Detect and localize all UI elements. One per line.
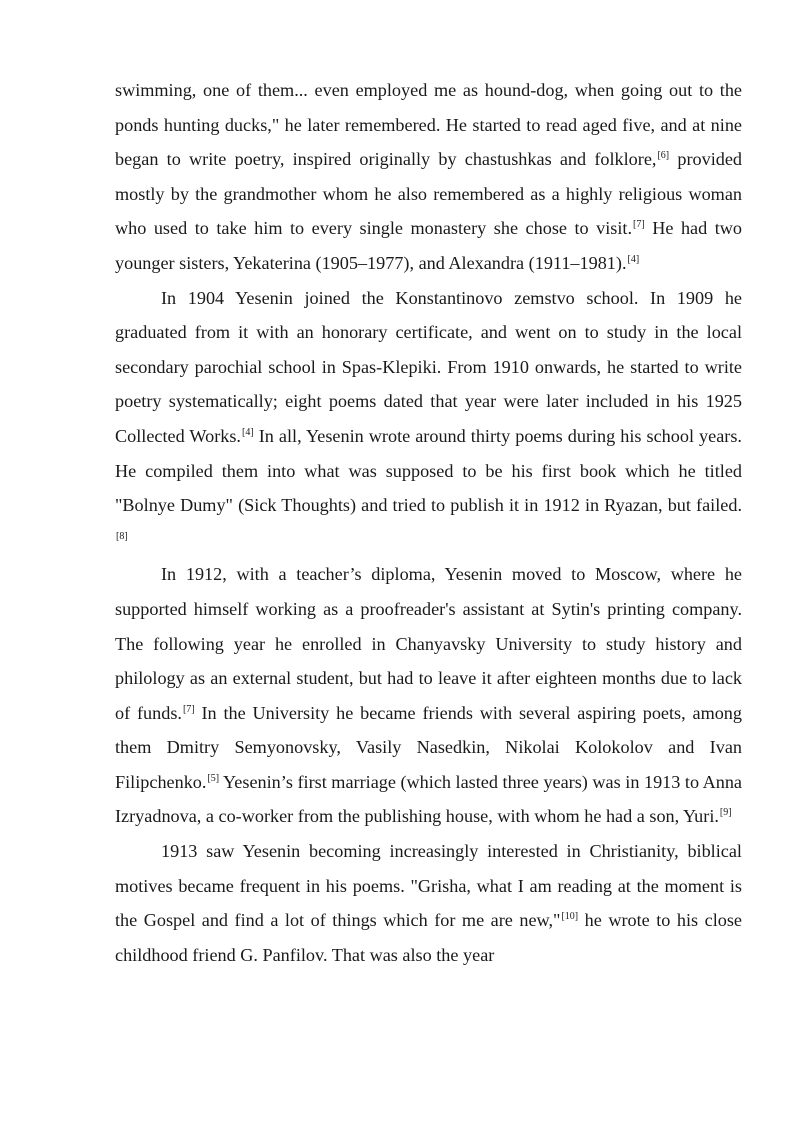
- text-span: he wrote to his close childhood friend G. Panfilov. That was also the year: [115, 910, 742, 965]
- footnote-ref[interactable]: [4]: [627, 253, 640, 265]
- footnote-ref[interactable]: [4]: [241, 426, 254, 438]
- footnote-ref[interactable]: [6]: [657, 150, 670, 162]
- text-span: provided mostly by the grandmother whom he also remembered as a highly religious woman who used to take him to every single monastery she chose to visit.: [115, 149, 743, 239]
- footnote-ref[interactable]: [9]: [719, 807, 732, 819]
- paragraph-1: [115, 73, 742, 281]
- document-page: [115, 73, 742, 972]
- text-span: In 1904 Yesenin joined the Konstantinovo zemstvo school. In 1909 he graduated from it with an honorary certificate, and went on to study in the local secondary parochial school in Spas-Klepiki. From 1910 onwards, he started to write poetry systematically; eight poems dated that year were later included in his 1925 Collected Works.: [115, 287, 742, 446]
- text-span: In 1912, with a teacher’s diploma, Yesenin moved to Moscow, where he supported himself working as a proofreader's assistant at Sytin's printing company. The following year he enrolled in Chanyavsky University to study history and philology as an external student, but had to leave it after eighteen months due to lack of funds.: [115, 564, 742, 723]
- text-span: In all, Yesenin wrote around thirty poems during his school years. He compiled them into what was supposed to be his first book which he titled "Bolnye Dumy" (Sick Thoughts) and tried to publish it in 1912 in Ryazan, but failed.: [115, 425, 742, 516]
- footnote-ref[interactable]: [7]: [182, 703, 195, 715]
- paragraph-2: [115, 281, 742, 558]
- text-span: swimming, one of them... even employed me as hound-dog, when going out to the ponds hunting ducks," he later remembered. He started to read aged five, and at nine began to write poetry, inspired originally by chastushkas and folklore,: [115, 80, 742, 170]
- footnote-ref[interactable]: [10]: [561, 911, 579, 923]
- footnote-ref[interactable]: [5]: [207, 772, 220, 784]
- paragraph-4: [115, 834, 742, 972]
- text-span: In the University he became friends with several aspiring poets, among them Dmitry Semyonovsky, Vasily Nasedkin, Nikolai Kolokolov and Ivan Filipchenko.: [115, 702, 742, 792]
- text-span: 1913 saw Yesenin becoming increasingly interested in Christianity, biblical motives became frequent in his poems. "Grisha, what I am reading at the moment is the Gospel and find a lot of things which for me are new,": [115, 841, 742, 931]
- text-span: He had two younger sisters, Yekaterina (1905–1977), and Alexandra (1911–1981).: [115, 218, 743, 273]
- footnote-ref[interactable]: [8]: [116, 530, 128, 542]
- text-span: Yesenin’s first marriage (which lasted three years) was in 1913 to Anna Izryadnova, a co-worker from the publishing house, with whom he had a son, Yuri.: [115, 771, 742, 827]
- footnote-ref[interactable]: [7]: [633, 219, 645, 231]
- paragraph-3: [115, 557, 742, 834]
